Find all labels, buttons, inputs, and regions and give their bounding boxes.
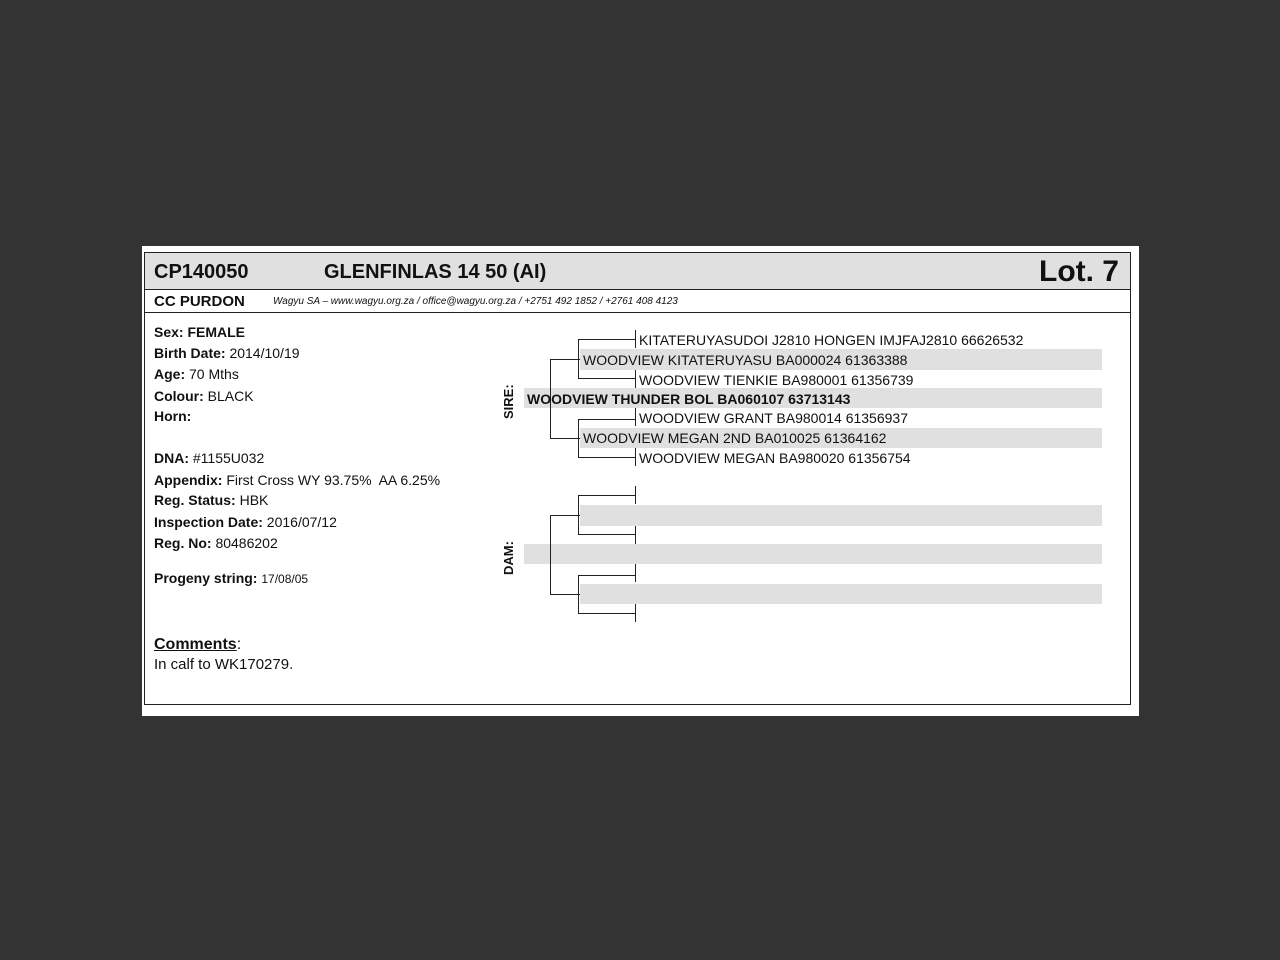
dam-sire-bracket-vertical xyxy=(578,495,579,535)
dam-bracket-top xyxy=(550,515,580,516)
detail-progeny-string: Progeny string: 17/08/05 xyxy=(154,570,309,586)
sire-name: WOODVIEW THUNDER BOL BA060107 63713143 xyxy=(527,391,851,407)
detail-birth-date: Birth Date: 2014/10/19 xyxy=(154,345,300,361)
dam-bracket-vertical xyxy=(550,515,551,594)
detail-inspection-date: Inspection Date: 2016/07/12 xyxy=(154,514,337,530)
detail-colour: Colour: BLACK xyxy=(154,388,254,404)
dam-dam-highlight xyxy=(580,584,1102,604)
sire-dam-dam-name: WOODVIEW MEGAN BA980020 61356754 xyxy=(639,450,911,466)
detail-reg-status: Reg. Status: HBK xyxy=(154,492,269,508)
dam-dam-bracket-bottom xyxy=(578,613,636,614)
sire-sire-bracket-vertical xyxy=(578,339,579,379)
dam-sire-bracket-top xyxy=(578,495,636,496)
comments-text: In calf to WK170279. xyxy=(154,656,294,673)
sire-dam-name: WOODVIEW MEGAN 2ND BA010025 61364162 xyxy=(583,430,887,446)
detail-horn: Horn: xyxy=(154,408,192,424)
sire-bracket-top xyxy=(550,359,580,360)
dam-label: DAM: xyxy=(501,541,516,575)
detail-dna: DNA: #1155U032 xyxy=(154,450,265,466)
sire-sire-name: WOODVIEW KITATERUYASU BA000024 61363388 xyxy=(583,352,908,368)
sire-sire-bracket-bottom xyxy=(578,378,636,379)
detail-reg-no: Reg. No: 80486202 xyxy=(154,535,278,551)
sire-dam-bracket-vertical xyxy=(578,419,579,458)
lot-header xyxy=(145,253,1130,290)
dam-dam-bracket-vertical xyxy=(578,575,579,614)
sire-dam-sire-name: WOODVIEW GRANT BA980014 61356937 xyxy=(639,410,908,426)
sire-dam-bracket-bottom xyxy=(578,457,636,458)
sire-dam-bracket-top xyxy=(578,419,636,420)
animal-id: CP140050 xyxy=(154,261,249,283)
sire-sire-sire-tick xyxy=(635,330,636,348)
detail-sex: Sex: FEMALE xyxy=(154,324,246,340)
sire-sire-bracket-top xyxy=(578,339,636,340)
association-contact: Wagyu SA – www.wagyu.org.za / office@wagyu.org.za / +2751 492 1852 / +2761 408 4123 xyxy=(273,296,678,307)
breeder-bar xyxy=(145,290,1130,313)
detail-age: Age: 70 Mths xyxy=(154,366,239,382)
breeder-name: CC PURDON xyxy=(154,293,245,310)
sire-sire-sire-name: KITATERUYASUDOI J2810 HONGEN IMJFAJ2810 66626532 xyxy=(639,332,1024,348)
dam-dam-sire-tick xyxy=(635,564,636,582)
dam-dam-dam-tick xyxy=(635,604,636,622)
sex-value: FEMALE xyxy=(187,324,246,340)
lot-card xyxy=(144,252,1131,705)
animal-name: GLENFINLAS 14 50 (AI) xyxy=(324,261,547,283)
dam-sire-highlight xyxy=(580,505,1102,526)
dam-bracket-bottom xyxy=(550,594,580,595)
comments-heading: Comments: xyxy=(154,636,242,653)
dam-sire-bracket-bottom xyxy=(578,534,636,535)
dam-sire-dam-tick xyxy=(635,526,636,544)
sire-sire-dam-name: WOODVIEW TIENKIE BA980001 61356739 xyxy=(639,372,914,388)
dam-sire-sire-tick xyxy=(635,486,636,504)
lot-number: Lot. 7 xyxy=(1039,255,1119,288)
dam-highlight xyxy=(524,544,1102,564)
sire-bracket-bottom xyxy=(550,438,580,439)
detail-appendix: Appendix: First Cross WY 93.75% AA 6.25% xyxy=(154,472,441,488)
lot-sheet xyxy=(142,246,1139,716)
sire-sire-dam-tick xyxy=(635,370,636,388)
sire-label: SIRE: xyxy=(501,384,516,419)
sire-dam-sire-tick xyxy=(635,408,636,426)
dam-dam-bracket-top xyxy=(578,575,636,576)
sire-dam-dam-tick xyxy=(635,448,636,466)
